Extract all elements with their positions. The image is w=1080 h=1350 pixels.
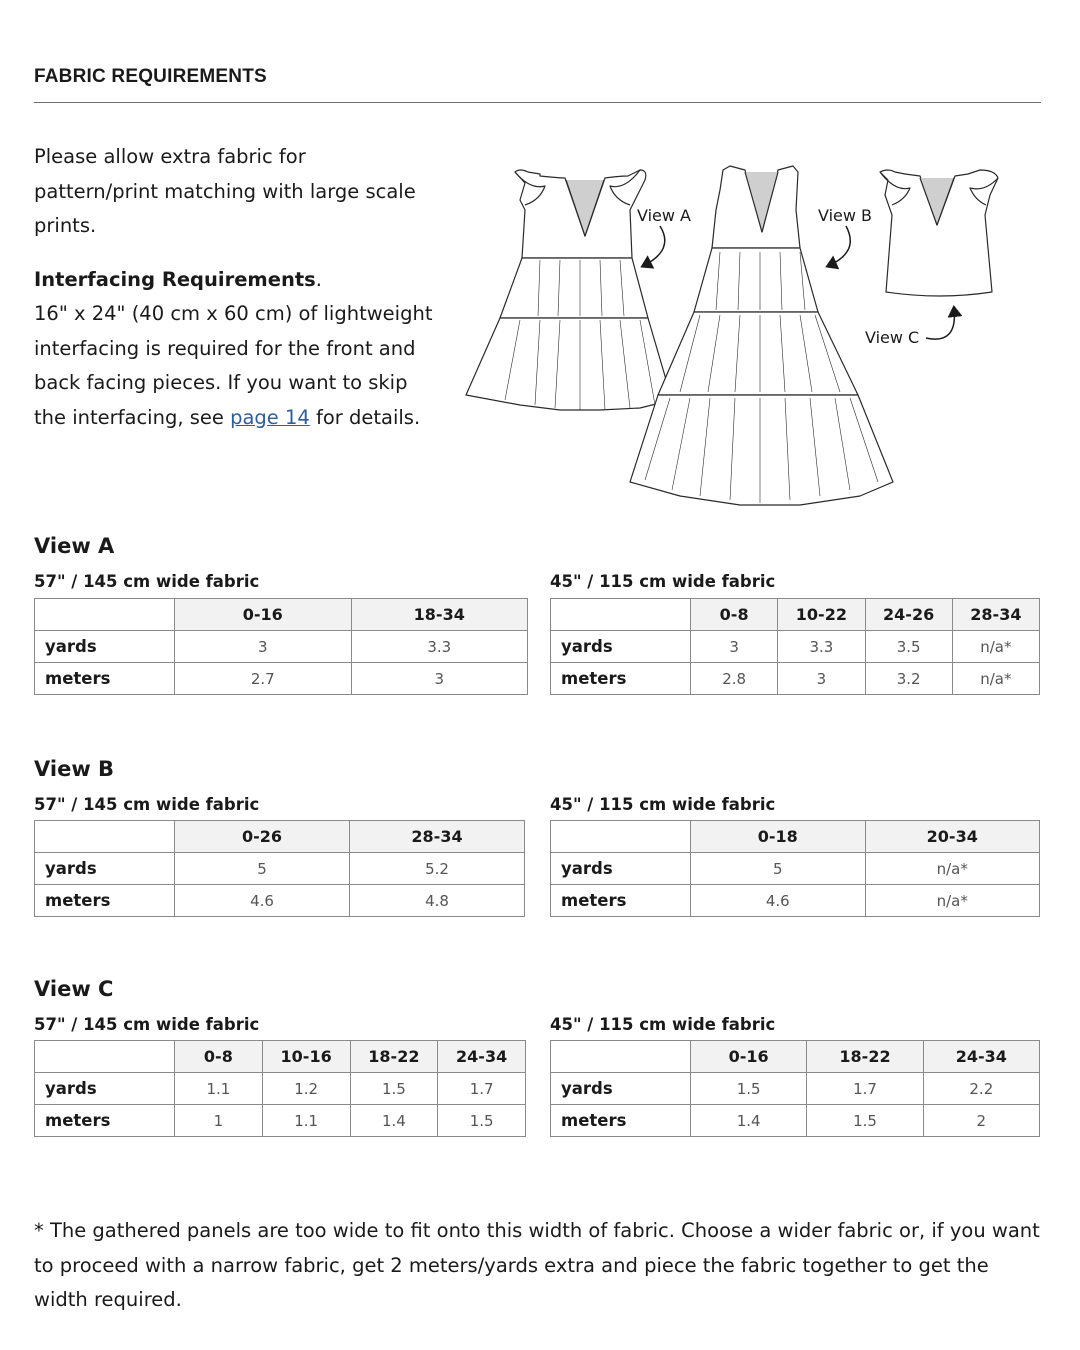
row-label-yards: yards: [35, 853, 175, 885]
meters-value: 1.4: [691, 1105, 807, 1137]
table-corner-cell: [551, 1041, 691, 1073]
table-corner-cell: [551, 821, 691, 853]
size-header: 10-22: [778, 599, 865, 631]
table-row-yards: [551, 1073, 1040, 1105]
size-header: 28-34: [952, 599, 1039, 631]
interfacing-note: [34, 297, 434, 435]
table-row-yards: [35, 1073, 526, 1105]
size-header: 18-34: [351, 599, 528, 631]
meters-value: 2: [923, 1105, 1039, 1137]
yards-value: 5: [175, 853, 350, 885]
meters-value: 1.4: [350, 1105, 438, 1137]
view-b-57-table: [34, 820, 525, 917]
view-b-45-table: [550, 820, 1040, 917]
allowance-note: Please allow extra fabric for pattern/print matching with large scale prints.: [34, 145, 416, 237]
view-a-57-label: 57" / 145 cm wide fabric: [34, 572, 260, 591]
yards-value: 3: [691, 631, 778, 663]
view-a-45-label: 45" / 115 cm wide fabric: [550, 572, 776, 591]
table-row-yards: [35, 631, 528, 663]
yards-value: 1.7: [438, 1073, 526, 1105]
table-header-row: [35, 1041, 526, 1073]
size-header: 24-34: [438, 1041, 526, 1073]
table-row-meters: [35, 663, 528, 695]
row-label-yards: yards: [35, 1073, 175, 1105]
interfacing-heading-punct: .: [315, 267, 322, 291]
yards-value: 3.3: [351, 631, 528, 663]
meters-value: 4.8: [350, 885, 525, 917]
meters-value: 1.1: [262, 1105, 350, 1137]
intro-text: [34, 140, 434, 435]
view-c-57-label: 57" / 145 cm wide fabric: [34, 1015, 260, 1034]
yards-value: 5.2: [350, 853, 525, 885]
table-row-yards: [551, 853, 1040, 885]
view-c-label: View C: [865, 328, 920, 347]
size-header: 0-18: [691, 821, 866, 853]
meters-value: n/a*: [952, 663, 1039, 695]
view-b-45-label: 45" / 115 cm wide fabric: [550, 795, 776, 814]
table-header-row: [551, 821, 1040, 853]
yards-value: n/a*: [865, 853, 1040, 885]
row-label-meters: meters: [35, 663, 175, 695]
view-c-57-table: [34, 1040, 526, 1137]
yards-value: 3.3: [778, 631, 865, 663]
table-header-row: [551, 599, 1040, 631]
yards-value: 1.2: [262, 1073, 350, 1105]
table-header-row: [551, 1041, 1040, 1073]
row-label-meters: meters: [551, 663, 691, 695]
yards-value: n/a*: [952, 631, 1039, 663]
meters-value: 1.5: [438, 1105, 526, 1137]
table-row-yards: [551, 631, 1040, 663]
size-header: 24-26: [865, 599, 952, 631]
size-header: 18-22: [807, 1041, 923, 1073]
row-label-yards: yards: [551, 1073, 691, 1105]
footnote-text: * The gathered panels are too wide to fit onto this width of fabric. Choose a wider fabric or, if you want to proceed with a narrow fabric, get 2 meters/yards extra and piece the fabric together to get the width required.: [34, 1219, 1040, 1311]
table-corner-cell: [551, 599, 691, 631]
table-header-row: [35, 821, 525, 853]
view-c-heading: View C: [34, 977, 114, 1001]
size-header: 20-34: [865, 821, 1040, 853]
row-label-yards: yards: [551, 853, 691, 885]
size-header: 24-34: [923, 1041, 1039, 1073]
row-label-yards: yards: [551, 631, 691, 663]
size-header: 0-8: [175, 1041, 263, 1073]
row-label-meters: meters: [551, 885, 691, 917]
page-14-link[interactable]: page 14: [230, 405, 310, 429]
row-label-meters: meters: [35, 885, 175, 917]
yards-value: 1.1: [175, 1073, 263, 1105]
meters-value: 2.8: [691, 663, 778, 695]
yards-value: 5: [691, 853, 866, 885]
meters-value: 4.6: [691, 885, 866, 917]
interfacing-text-before: 16" x 24" (40 cm x 60 cm) of lightweight interfacing is required for the front and back facing pieces. If you want to skip the interfacing, see: [34, 302, 433, 429]
interfacing-heading-label: Interfacing Requirements: [34, 267, 316, 291]
yards-value: 3.5: [865, 631, 952, 663]
view-a-57-table: [34, 598, 528, 695]
meters-value: 1: [175, 1105, 263, 1137]
interfacing-heading: [34, 263, 434, 298]
view-c-45-label: 45" / 115 cm wide fabric: [550, 1015, 776, 1034]
yards-value: 1.5: [691, 1073, 807, 1105]
meters-value: 2.7: [175, 663, 352, 695]
table-row-meters: [551, 885, 1040, 917]
meters-value: 3.2: [865, 663, 952, 695]
view-a-label: View A: [637, 206, 691, 225]
meters-value: 4.6: [175, 885, 350, 917]
size-header: 10-16: [262, 1041, 350, 1073]
page-title: FABRIC REQUIREMENTS: [34, 66, 267, 87]
yards-value: 2.2: [923, 1073, 1039, 1105]
row-label-yards: yards: [35, 631, 175, 663]
footnote: [34, 1214, 1044, 1318]
size-header: 0-16: [175, 599, 352, 631]
table-corner-cell: [35, 821, 175, 853]
table-corner-cell: [35, 1041, 175, 1073]
size-header: 18-22: [350, 1041, 438, 1073]
size-header: 0-8: [691, 599, 778, 631]
view-b-label: View B: [818, 206, 873, 225]
view-c-45-table: [550, 1040, 1040, 1137]
interfacing-text-after: for details.: [309, 405, 421, 429]
meters-value: 3: [351, 663, 528, 695]
meters-value: n/a*: [865, 885, 1040, 917]
view-a-45-table: [550, 598, 1040, 695]
yards-value: 1.7: [807, 1073, 923, 1105]
table-corner-cell: [35, 599, 175, 631]
yards-value: 1.5: [350, 1073, 438, 1105]
garment-illustration: [455, 150, 1035, 520]
row-label-meters: meters: [551, 1105, 691, 1137]
view-b-57-label: 57" / 145 cm wide fabric: [34, 795, 260, 814]
table-row-meters: [551, 1105, 1040, 1137]
row-label-meters: meters: [35, 1105, 175, 1137]
view-b-heading: View B: [34, 757, 115, 781]
view-c-top-drawing: [880, 170, 998, 296]
table-header-row: [35, 599, 528, 631]
size-header: 0-16: [691, 1041, 807, 1073]
table-row-meters: [35, 885, 525, 917]
title-divider: [34, 102, 1041, 103]
size-header: 0-26: [175, 821, 350, 853]
yards-value: 3: [175, 631, 352, 663]
view-a-heading: View A: [34, 534, 115, 558]
meters-value: 1.5: [807, 1105, 923, 1137]
table-row-yards: [35, 853, 525, 885]
meters-value: 3: [778, 663, 865, 695]
size-header: 28-34: [350, 821, 525, 853]
table-row-meters: [551, 663, 1040, 695]
table-row-meters: [35, 1105, 526, 1137]
